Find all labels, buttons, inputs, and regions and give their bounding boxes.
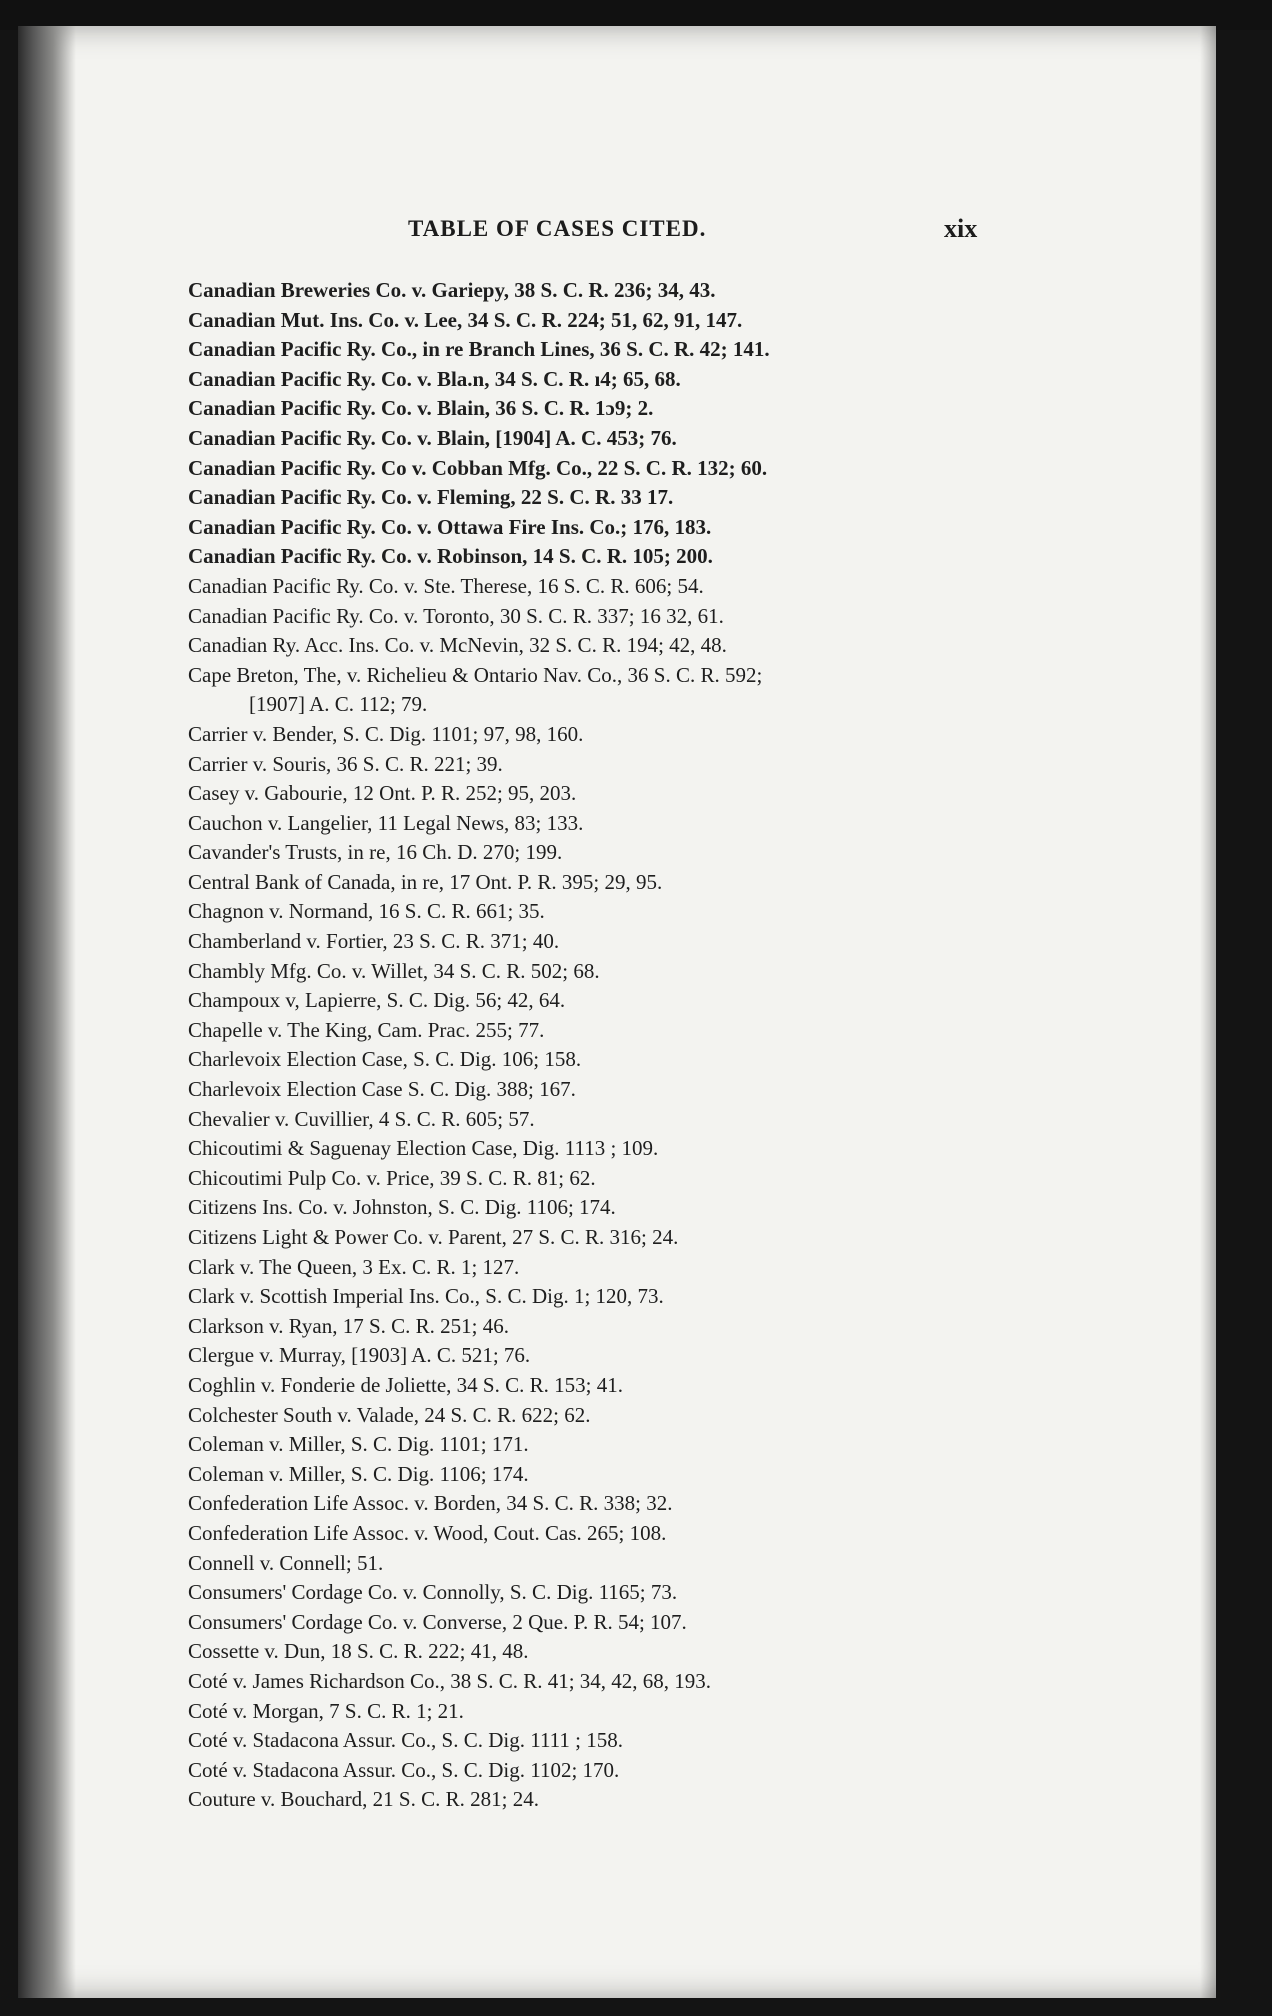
case-entry: Canadian Mut. Ins. Co. v. Lee, 34 S. C. R. 224; 51, 62, 91, 147. <box>188 307 743 332</box>
case-entry: Canadian Pacific Ry. Co. v. Ottawa Fire Ins. Co.; 176, 183. <box>188 514 712 539</box>
case-entry: Confederation Life Assoc. v. Borden, 34 S. C. R. 338; 32. <box>188 1491 673 1516</box>
case-entry: Consumers' Cordage Co. v. Converse, 2 Que. P. R. 54; 107. <box>188 1609 687 1634</box>
case-entry: Champoux v, Lapierre, S. C. Dig. 56; 42, 64. <box>188 988 566 1013</box>
case-entry: Consumers' Cordage Co. v. Connolly, S. C. Dig. 1165; 73. <box>188 1580 678 1605</box>
case-entry: Cauchon v. Langelier, 11 Legal News, 83; 133. <box>188 810 584 835</box>
case-entry: Confederation Life Assoc. v. Wood, Cout. Cas. 265; 108. <box>188 1520 667 1545</box>
case-entry: Clark v. The Queen, 3 Ex. C. R. 1; 127. <box>188 1254 520 1279</box>
case-entry: Coleman v. Miller, S. C. Dig. 1101; 171. <box>188 1432 529 1457</box>
case-entry: Canadian Ry. Acc. Ins. Co. v. McNevin, 32 S. C. R. 194; 42, 48. <box>188 633 727 658</box>
case-entry: Citizens Ins. Co. v. Johnston, S. C. Dig. 1106; 174. <box>188 1195 616 1220</box>
case-entry: Canadian Pacific Ry. Co. v. Blain, 36 S. C. R. 1ɔ9; 2. <box>188 396 654 421</box>
case-entry: Chapelle v. The King, Cam. Prac. 255; 77. <box>188 1017 545 1042</box>
case-list <box>188 276 1088 1815</box>
case-entry-continuation: [1907] A. C. 112; 79. <box>249 692 428 717</box>
case-entry: Canadian Pacific Ry. Co., in re Branch Lines, 36 S. C. R. 42; 141. <box>188 337 770 362</box>
case-entry: Citizens Light & Power Co. v. Parent, 27 S. C. R. 316; 24. <box>188 1225 679 1249</box>
running-header <box>18 216 1216 246</box>
case-entry: Carrier v. Souris, 36 S. C. R. 221; 39. <box>188 751 503 776</box>
case-entry: Chevalier v. Cuvillier, 4 S. C. R. 605; 57. <box>188 1106 535 1131</box>
case-entry: Charlevoix Election Case, S. C. Dig. 106; 158. <box>188 1047 582 1072</box>
case-entry: Canadian Pacific Ry. Co. v. Robinson, 14 S. C. R. 105; 200. <box>188 544 713 569</box>
case-entry: Clergue v. Murray, [1903] A. C. 521; 76. <box>188 1343 531 1368</box>
case-entry: Coté v. Stadacona Assur. Co., S. C. Dig. 1102; 170. <box>188 1757 620 1782</box>
case-entry: Cossette v. Dun, 18 S. C. R. 222; 41, 48. <box>188 1639 529 1664</box>
case-entry: Couture v. Bouchard, 21 S. C. R. 281; 24. <box>188 1787 539 1812</box>
case-entry: Coté v. James Richardson Co., 38 S. C. R. 41; 34, 42, 68, 193. <box>188 1668 712 1693</box>
case-entry: Central Bank of Canada, in re, 17 Ont. P. R. 395; 29, 95. <box>188 869 663 894</box>
case-entry: Carrier v. Bender, S. C. Dig. 1101; 97, 98, 160. <box>188 721 584 746</box>
case-entry: Chagnon v. Normand, 16 S. C. R. 661; 35. <box>188 899 545 924</box>
page-number: xix <box>944 214 978 243</box>
case-entry: Canadian Pacific Ry. Co v. Cobban Mfg. Co., 22 S. C. R. 132; 60. <box>188 455 768 480</box>
case-entry: Coté v. Stadacona Assur. Co., S. C. Dig. 1111 ; 158. <box>188 1728 623 1753</box>
case-entry: Canadian Pacific Ry. Co. v. Fleming, 22 S. C. R. 33 17. <box>188 485 674 510</box>
case-entry: Connell v. Connell; 51. <box>188 1550 384 1575</box>
case-entry: Casey v. Gabourie, 12 Ont. P. R. 252; 95, 203. <box>188 781 577 806</box>
case-entry: Cape Breton, The, v. Richelieu & Ontario Nav. Co., 36 S. C. R. 592; <box>188 662 763 687</box>
case-entry: Chicoutimi Pulp Co. v. Price, 39 S. C. R. 81; 62. <box>188 1165 596 1190</box>
case-entry: Canadian Pacific Ry. Co. v. Ste. Therese, 16 S. C. R. 606; 54. <box>188 573 704 598</box>
case-entry: Chamberland v. Fortier, 23 S. C. R. 371; 40. <box>188 929 560 954</box>
case-entry: Canadian Pacific Ry. Co. v. Bla.n, 34 S. C. R. ı4; 65, 68. <box>188 366 681 391</box>
case-entry: Canadian Pacific Ry. Co. v. Toronto, 30 S. C. R. 337; 16 32, 61. <box>188 603 724 628</box>
case-entry: Colchester South v. Valade, 24 S. C. R. 622; 62. <box>188 1402 591 1427</box>
case-entry: Canadian Pacific Ry. Co. v. Blain, [1904] A. C. 453; 76. <box>188 425 677 450</box>
case-entry: Charlevoix Election Case S. C. Dig. 388; 167. <box>188 1077 576 1102</box>
case-entry: Coleman v. Miller, S. C. Dig. 1106; 174. <box>188 1461 529 1486</box>
running-title: TABLE OF CASES CITED. <box>408 216 707 241</box>
case-entry: Clarkson v. Ryan, 17 S. C. R. 251; 46. <box>188 1313 509 1338</box>
case-entry: Canadian Breweries Co. v. Gariepy, 38 S. C. R. 236; 34, 43. <box>188 278 716 302</box>
book-page <box>18 26 1216 1998</box>
page-binding-shadow <box>18 26 76 1998</box>
case-entry: Coté v. Morgan, 7 S. C. R. 1; 21. <box>188 1698 464 1723</box>
case-entry: Cavander's Trusts, in re, 16 Ch. D. 270; 199. <box>188 840 563 865</box>
case-entry: Clark v. Scottish Imperial Ins. Co., S. C. Dig. 1; 120, 73. <box>188 1284 664 1309</box>
page-edge-shadow <box>1200 26 1216 1998</box>
case-entry: Chambly Mfg. Co. v. Willet, 34 S. C. R. 502; 68. <box>188 958 600 983</box>
case-entry: Coghlin v. Fonderie de Joliette, 34 S. C. R. 153; 41. <box>188 1372 623 1397</box>
case-entry: Chicoutimi & Saguenay Election Case, Dig. 1113 ; 109. <box>188 1136 659 1161</box>
